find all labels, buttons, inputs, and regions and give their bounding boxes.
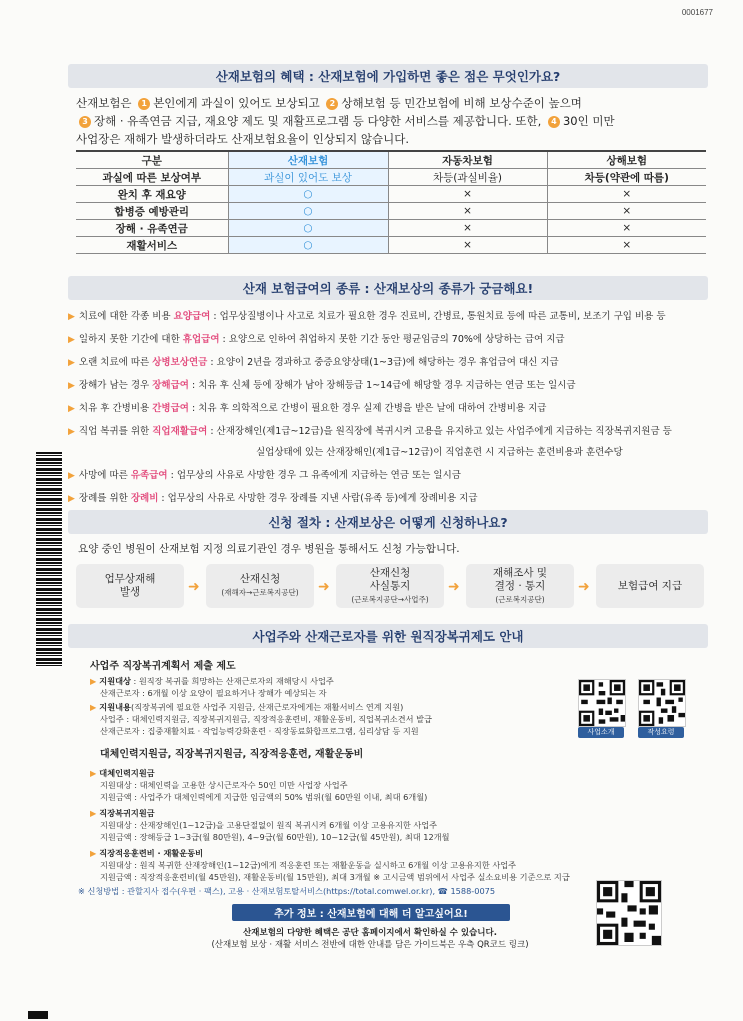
info-line: 지원대상 : 대체인력을 고용한 상시근로자수 50인 미만 사업장 사업주 (100, 780, 348, 790)
table-cell: × (388, 203, 547, 220)
table-cell: 과실에 따른 보상여부 (76, 169, 228, 186)
insurance-comparison-table (76, 150, 706, 254)
subsection-title: 사업주 직장복귀계획서 제출 제도 (90, 661, 236, 672)
table-cell: × (547, 186, 706, 203)
table-cell: × (547, 220, 706, 237)
table-header: 자동차보험 (388, 151, 547, 169)
list-item-continuation: 실업상태에 있는 산재장해인(제1급~12급)이 직업훈련 시 지급하는 훈련비용과 훈련수당 (256, 447, 623, 458)
triangle-bullet-icon: ▶ (68, 335, 75, 345)
table-cell: 차등(약관에 따름) (547, 169, 706, 186)
table-row (76, 237, 706, 254)
intro-point-1: 본인에게 과실이 있어도 보상되고 (153, 96, 320, 110)
triangle-bullet-icon: ▶ (68, 381, 75, 391)
procedure-note: 요양 중인 병원이 산재보험 지정 의료기관인 경우 병원을 통해서도 신청 가능합니다. (78, 543, 460, 555)
table-row (76, 186, 706, 203)
info-line: ▶ 지원내용(직장복귀에 필요한 사업주 지원금, 산재근로자에게는 재활서비스 연계 지원) (90, 702, 404, 712)
info-line: 산재근로자 : 집중재활치료 · 작업능력강화훈련 · 직장동료화합프로그램, 심리상담 등 지원 (100, 726, 419, 736)
arrow-right-icon: ➜ (188, 579, 200, 595)
qr-label: 사업소개 (578, 727, 624, 738)
table-cell: 합병증 예방관리 (76, 203, 228, 220)
side-barcode (36, 452, 62, 668)
table-cell: × (388, 220, 547, 237)
more-info-banner: 추가 정보 : 산재보험에 대해 더 알고싶어요! (232, 904, 510, 921)
list-item: ▶ 직업 복귀를 위한 직업재활급여 : 산재장해인(제1급~12급)을 원직장에 복귀시켜 고용을 유지하고 있는 사업주에게 지급하는 직장복귀지원금 등 (68, 426, 672, 437)
benefits-intro (76, 94, 706, 148)
flow-step: 재해조사 및 결정 · 통지 (근로복지공단) (466, 564, 574, 608)
qr-code-icon[interactable] (578, 679, 626, 727)
triangle-bullet-icon: ▶ (68, 404, 75, 414)
info-line: 지원금액 : 직장적응훈련비(월 45만원), 재활운동비(월 15만원), 최대 3개월 ※ 고시금액 범위에서 사업주 실소요비용 기준으로 지급 (100, 872, 570, 882)
table-cell: ○ (228, 186, 388, 203)
triangle-bullet-icon: ▶ (68, 427, 75, 437)
section-procedure-title: 신청 절차 : 산재보상은 어떻게 신청하나요? (68, 510, 708, 534)
apply-method: ※ 신청방법 : 관할지사 접수(우편 · 팩스), 고용 · 산재보험토탈서비스(https://total.comwel.or.kr), ☎ 1588-0075 (78, 886, 496, 896)
flow-step: 산재신청 사실통지 (근로복지공단→사업주) (336, 564, 444, 608)
table-cell: ○ (228, 237, 388, 254)
triangle-bullet-icon: ▶ (68, 312, 75, 322)
footer-line: 산재보험의 다양한 혜택은 공단 홈페이지에서 확인하실 수 있습니다. (243, 928, 497, 938)
triangle-bullet-icon: ▶ (90, 848, 97, 858)
table-cell: 완치 후 재요양 (76, 186, 228, 203)
info-line: ▶ 대체인력지원금 (90, 768, 155, 778)
info-line: 지원대상 : 원직 복귀한 산재장해인(1~12급)에게 적응훈련 또는 재활운동을 실시하고 6개월 이상 고용유지한 사업주 (100, 860, 517, 870)
list-item: ▶ 장례를 위한 장례비 : 업무상의 사유로 사망한 경우 장례를 지낸 사람(유족 등)에게 장례비용 지급 (68, 493, 478, 504)
list-item: ▶ 치유 후 간병비용 간병급여 : 치유 후 의학적으로 간병이 필요한 경우 실제 간병을 받은 날에 대하여 간병비용 지급 (68, 403, 547, 414)
footer-line: (산재보험 보상 · 재활 서비스 전반에 대한 안내를 담은 가이드북은 우측 QR코드 링크) (211, 940, 529, 950)
section-benefit-types-title: 산재 보험급여의 종류 : 산재보상의 종류가 궁금해요! (68, 276, 708, 300)
list-item: ▶ 일하지 못한 기간에 대한 휴업급여 : 요양으로 인하여 취업하지 못한 기간 동안 평균임금의 70%에 상당하는 급여 지급 (68, 334, 565, 345)
intro-line-3: 사업장은 재해가 발생하더라도 산재보험요율이 인상되지 않습니다. (76, 132, 409, 146)
intro-lead: 산재보험은 (76, 96, 132, 110)
arrow-right-icon: ➜ (578, 579, 590, 595)
table-row (76, 169, 706, 186)
info-line: ▶ 직장적응훈련비 · 재활운동비 (90, 848, 204, 858)
table-header: 상해보험 (547, 151, 706, 169)
triangle-bullet-icon: ▶ (90, 808, 97, 818)
procedure-flow (76, 564, 706, 610)
table-cell: × (547, 203, 706, 220)
intro-point-2: 상해보험 등 민간보험에 비해 보상수준이 높으며 (341, 96, 582, 110)
list-item: ▶ 오랜 치료에 따른 상병보상연금 : 요양이 2년을 경과하고 중증요양상태(1~3급)에 해당하는 경우 휴업급여 대신 지급 (68, 357, 559, 368)
triangle-bullet-icon: ▶ (68, 471, 75, 481)
triangle-bullet-icon: ▶ (68, 358, 75, 368)
info-line: ▶ 직장복귀지원금 (90, 808, 155, 818)
table-row (76, 220, 706, 237)
section-return-to-work-title: 사업주와 산재근로자를 위한 원직장복귀제도 안내 (68, 624, 708, 648)
qr-code-icon[interactable] (596, 880, 662, 946)
arrow-right-icon: ➜ (318, 579, 330, 595)
number-badge: 2 (326, 98, 338, 110)
flow-step: 보험급여 지급 (596, 564, 704, 608)
table-row (76, 203, 706, 220)
table-header: 구분 (76, 151, 228, 169)
section-benefits-title: 산재보험의 혜택 : 산재보험에 가입하면 좋은 점은 무엇인가요? (68, 64, 708, 88)
qr-code-icon[interactable] (638, 679, 686, 727)
arrow-right-icon: ➜ (448, 579, 460, 595)
intro-point-3: 장해 · 유족연금 지급, 재요양 제도 및 재활프로그램 등 다양한 서비스를 제공합니다. 또한, (94, 114, 542, 128)
flow-step: 업무상재해 발생 (76, 564, 184, 608)
table-cell: ○ (228, 203, 388, 220)
table-cell: 과실이 있어도 보상 (228, 169, 388, 186)
table-cell: 차등(과실비율) (388, 169, 547, 186)
info-line: 지원금액 : 장해등급 1~3급(월 80만원), 4~9급(월 60만원), 10~12급(월 45만원), 최대 12개월 (100, 832, 450, 842)
number-badge: 1 (138, 98, 150, 110)
table-cell: 장해 · 유족연금 (76, 220, 228, 237)
list-item: ▶ 사망에 따른 유족급여 : 업무상의 사유로 사망한 경우 그 유족에게 지급하는 연금 또는 일시금 (68, 470, 461, 481)
table-header-row (76, 151, 706, 169)
number-badge: 3 (79, 116, 91, 128)
info-line: ▶ 지원대상 : 원직장 복귀를 희망하는 산재근로자의 재해당시 사업주 (90, 676, 334, 686)
table-cell: ○ (228, 220, 388, 237)
table-header: 산재보험 (228, 151, 388, 169)
qr-label: 작성요령 (638, 727, 684, 738)
triangle-bullet-icon: ▶ (90, 676, 97, 686)
table-cell: × (547, 237, 706, 254)
list-item: ▶ 치료에 대한 각종 비용 요양급여 : 업무상질병이나 사고로 치료가 필요한 경우 진료비, 간병료, 통원치료 등에 따른 교통비, 보조기 구입 비용 등 (68, 311, 666, 322)
info-line: 산재근로자 : 6개월 이상 요양이 필요하거나 장해가 예상되는 자 (100, 688, 327, 698)
intro-point-4: 30인 미만 (562, 114, 615, 128)
flow-step: 산재신청 (재해자→근로복지공단) (206, 564, 314, 608)
table-cell: × (388, 237, 547, 254)
info-line: 지원금액 : 사업주가 대체인력에게 지급한 임금액의 50% 범위(월 60만원 이내, 최대 6개월) (100, 792, 428, 802)
subsection-title: 대체인력지원금, 직장복귀지원금, 직장적응훈련, 재활운동비 (100, 749, 364, 760)
table-cell: 재활서비스 (76, 237, 228, 254)
triangle-bullet-icon: ▶ (68, 494, 75, 504)
list-item: ▶ 장해가 남는 경우 장해급여 : 치유 후 신체 등에 장해가 남아 장해등급 1~14급에 해당할 경우 지급하는 연금 또는 일시금 (68, 380, 576, 391)
table-cell: × (388, 186, 547, 203)
document-number: 0001677 (681, 8, 713, 17)
info-line: 사업주 : 대체인력지원금, 직장복귀지원금, 직장적응훈련비, 재활운동비, 직업복귀소견서 발급 (100, 714, 432, 724)
registration-mark (28, 1011, 48, 1019)
number-badge: 4 (548, 116, 560, 128)
triangle-bullet-icon: ▶ (90, 702, 97, 712)
info-line: 지원대상 : 산재장해인(1~12급)을 고용단절없이 원직 복귀시켜 6개월 이상 고용유지한 사업주 (100, 820, 438, 830)
triangle-bullet-icon: ▶ (90, 768, 97, 778)
